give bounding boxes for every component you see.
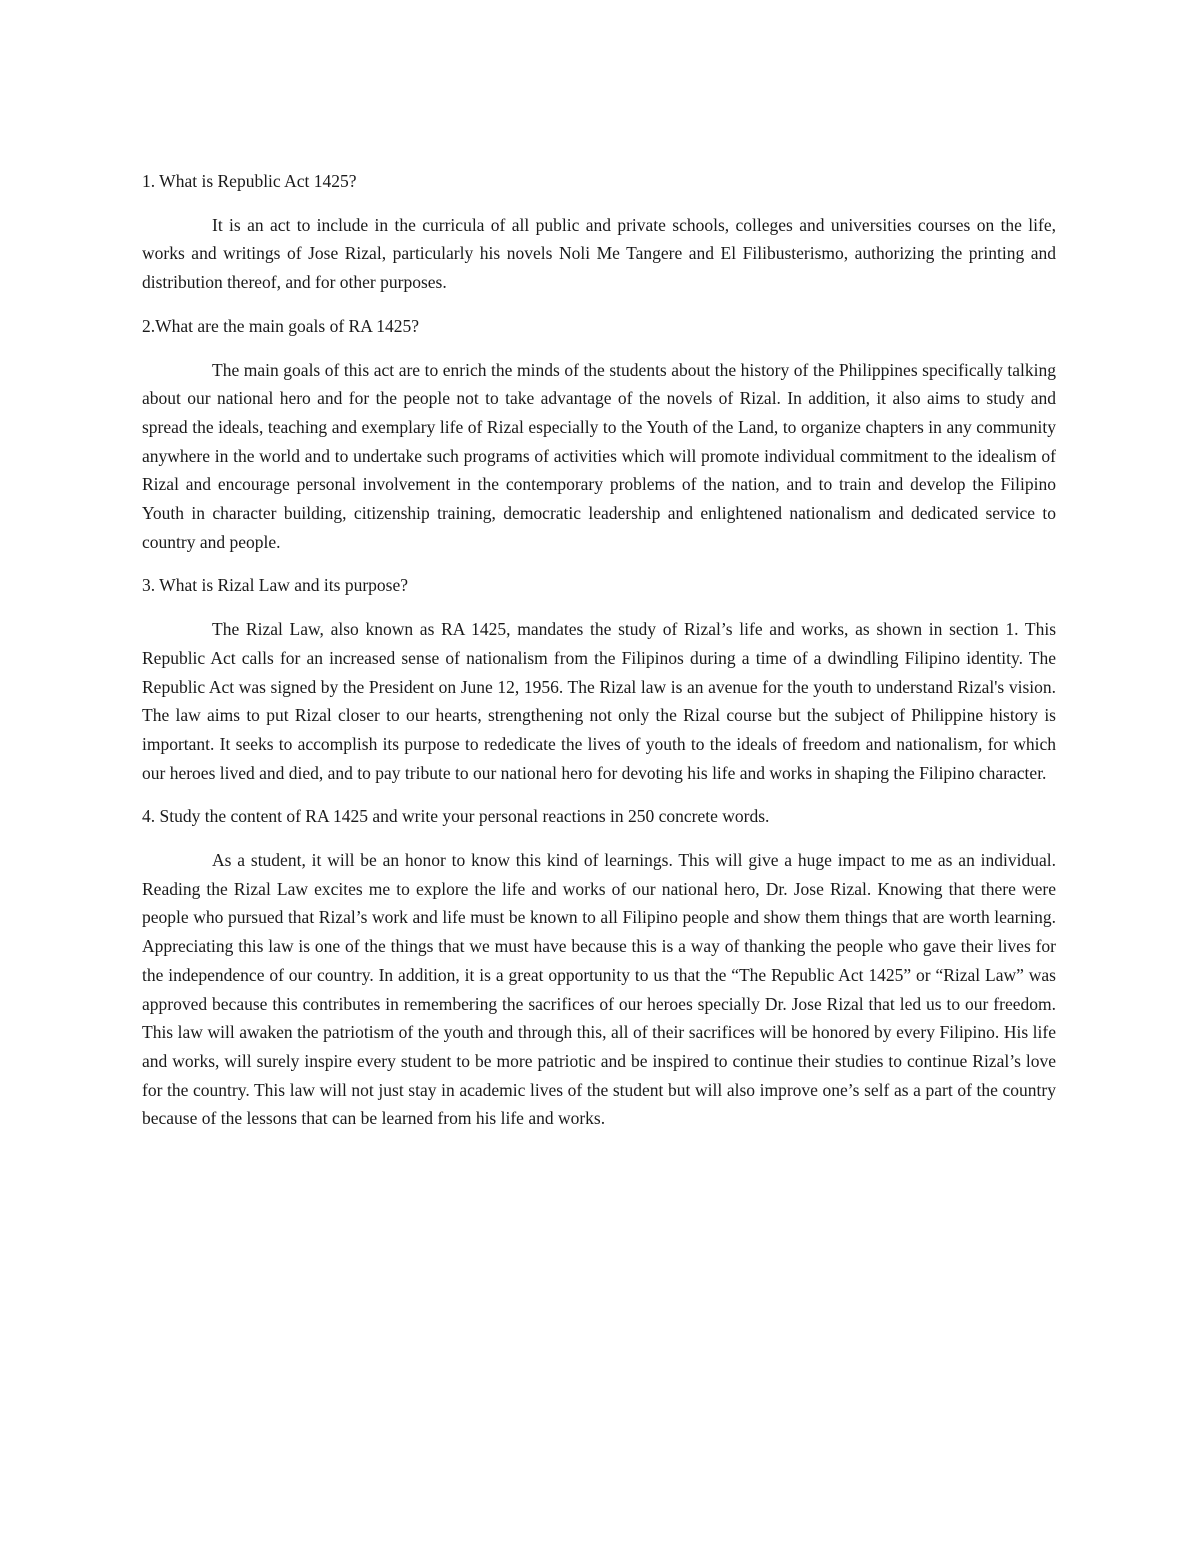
document-body — [142, 167, 1056, 1148]
question-4: 4. Study the content of RA 1425 and write your personal reactions in 250 concrete words. — [142, 806, 770, 827]
question-3: 3. What is Rizal Law and its purpose? — [142, 575, 409, 596]
answer-1: It is an act to include in the curricula of all public and private schools, colleges and universities courses on the life, works and writings of Jose Rizal, particularly his novels Noli Me Tangere and El Filibusterismo, authorizing the printing and distribution thereof, and for other purposes. — [142, 214, 1056, 293]
question-1: 1. What is Republic Act 1425? — [142, 171, 357, 191]
answer-4: As a student, it will be an honor to know this kind of learnings. This will give a huge impact to me as an individual. Reading the Rizal Law excites me to explore the life and works of our national hero, Dr. Jose Rizal. Knowing that there were people who pursued that Rizal’s work and life must be known to all Filipino people and show them things that are worth learning. Appreciating this law is one of the things that we must have because this is a way of thanking the people who gave their lives for the independence of our country. In addition, it is a great opportunity to us that the “The Republic Act 1425” or “Rizal Law” was approved because this contributes in remembering the sacrifices of our heroes specially Dr. Jose Rizal that led us to our freedom. This law will awaken the patriotism of the youth and through this, all of their sacrifices will be honored by every Filipino. His life and works, will surely inspire every student to be more patriotic and be inspired to continue their studies to continue Rizal’s love for the country. This law will not just stay in academic lives of the student but will also improve one’s self as a part of the country because of the lessons that can be learned from his life and works. — [142, 850, 1056, 1129]
answer-3: The Rizal Law, also known as RA 1425, mandates the study of Rizal’s life and works, as shown in section 1. This Republic Act calls for an increased sense of nationalism from the Filipinos during a time of a dwindling Filipino identity. The Republic Act was signed by the President on June 12, 1956. The Rizal law is an avenue for the youth to understand Rizal's vision. The law aims to put Rizal closer to our hearts, strengthening not only the Rizal course but the subject of Philippine history is important. It seeks to accomplish its purpose to rededicate the lives of youth to the ideals of freedom and nationalism, for which our heroes lived and died, and to pay tribute to our national hero for devoting his life and works in shaping the Filipino character. — [142, 619, 1056, 783]
answer-2: The main goals of this act are to enrich the minds of the students about the history of the Philippines specifically talking about our national hero and for the people not to take advantage of the novels of Rizal. In addition, it also aims to study and spread the ideals, teaching and exemplary life of Rizal especially to the Youth of the Land, to organize chapters in any community anywhere in the world and to undertake such programs of activities which will promote individual commitment to the idealism of Rizal and encourage personal involvement in the contemporary problems of the nation, and to train and develop the Filipino Youth in character building, citizenship training, democratic leadership and enlightened nationalism and dedicated service to country and people. — [142, 359, 1056, 552]
question-2: 2.What are the main goals of RA 1425? — [142, 315, 420, 336]
